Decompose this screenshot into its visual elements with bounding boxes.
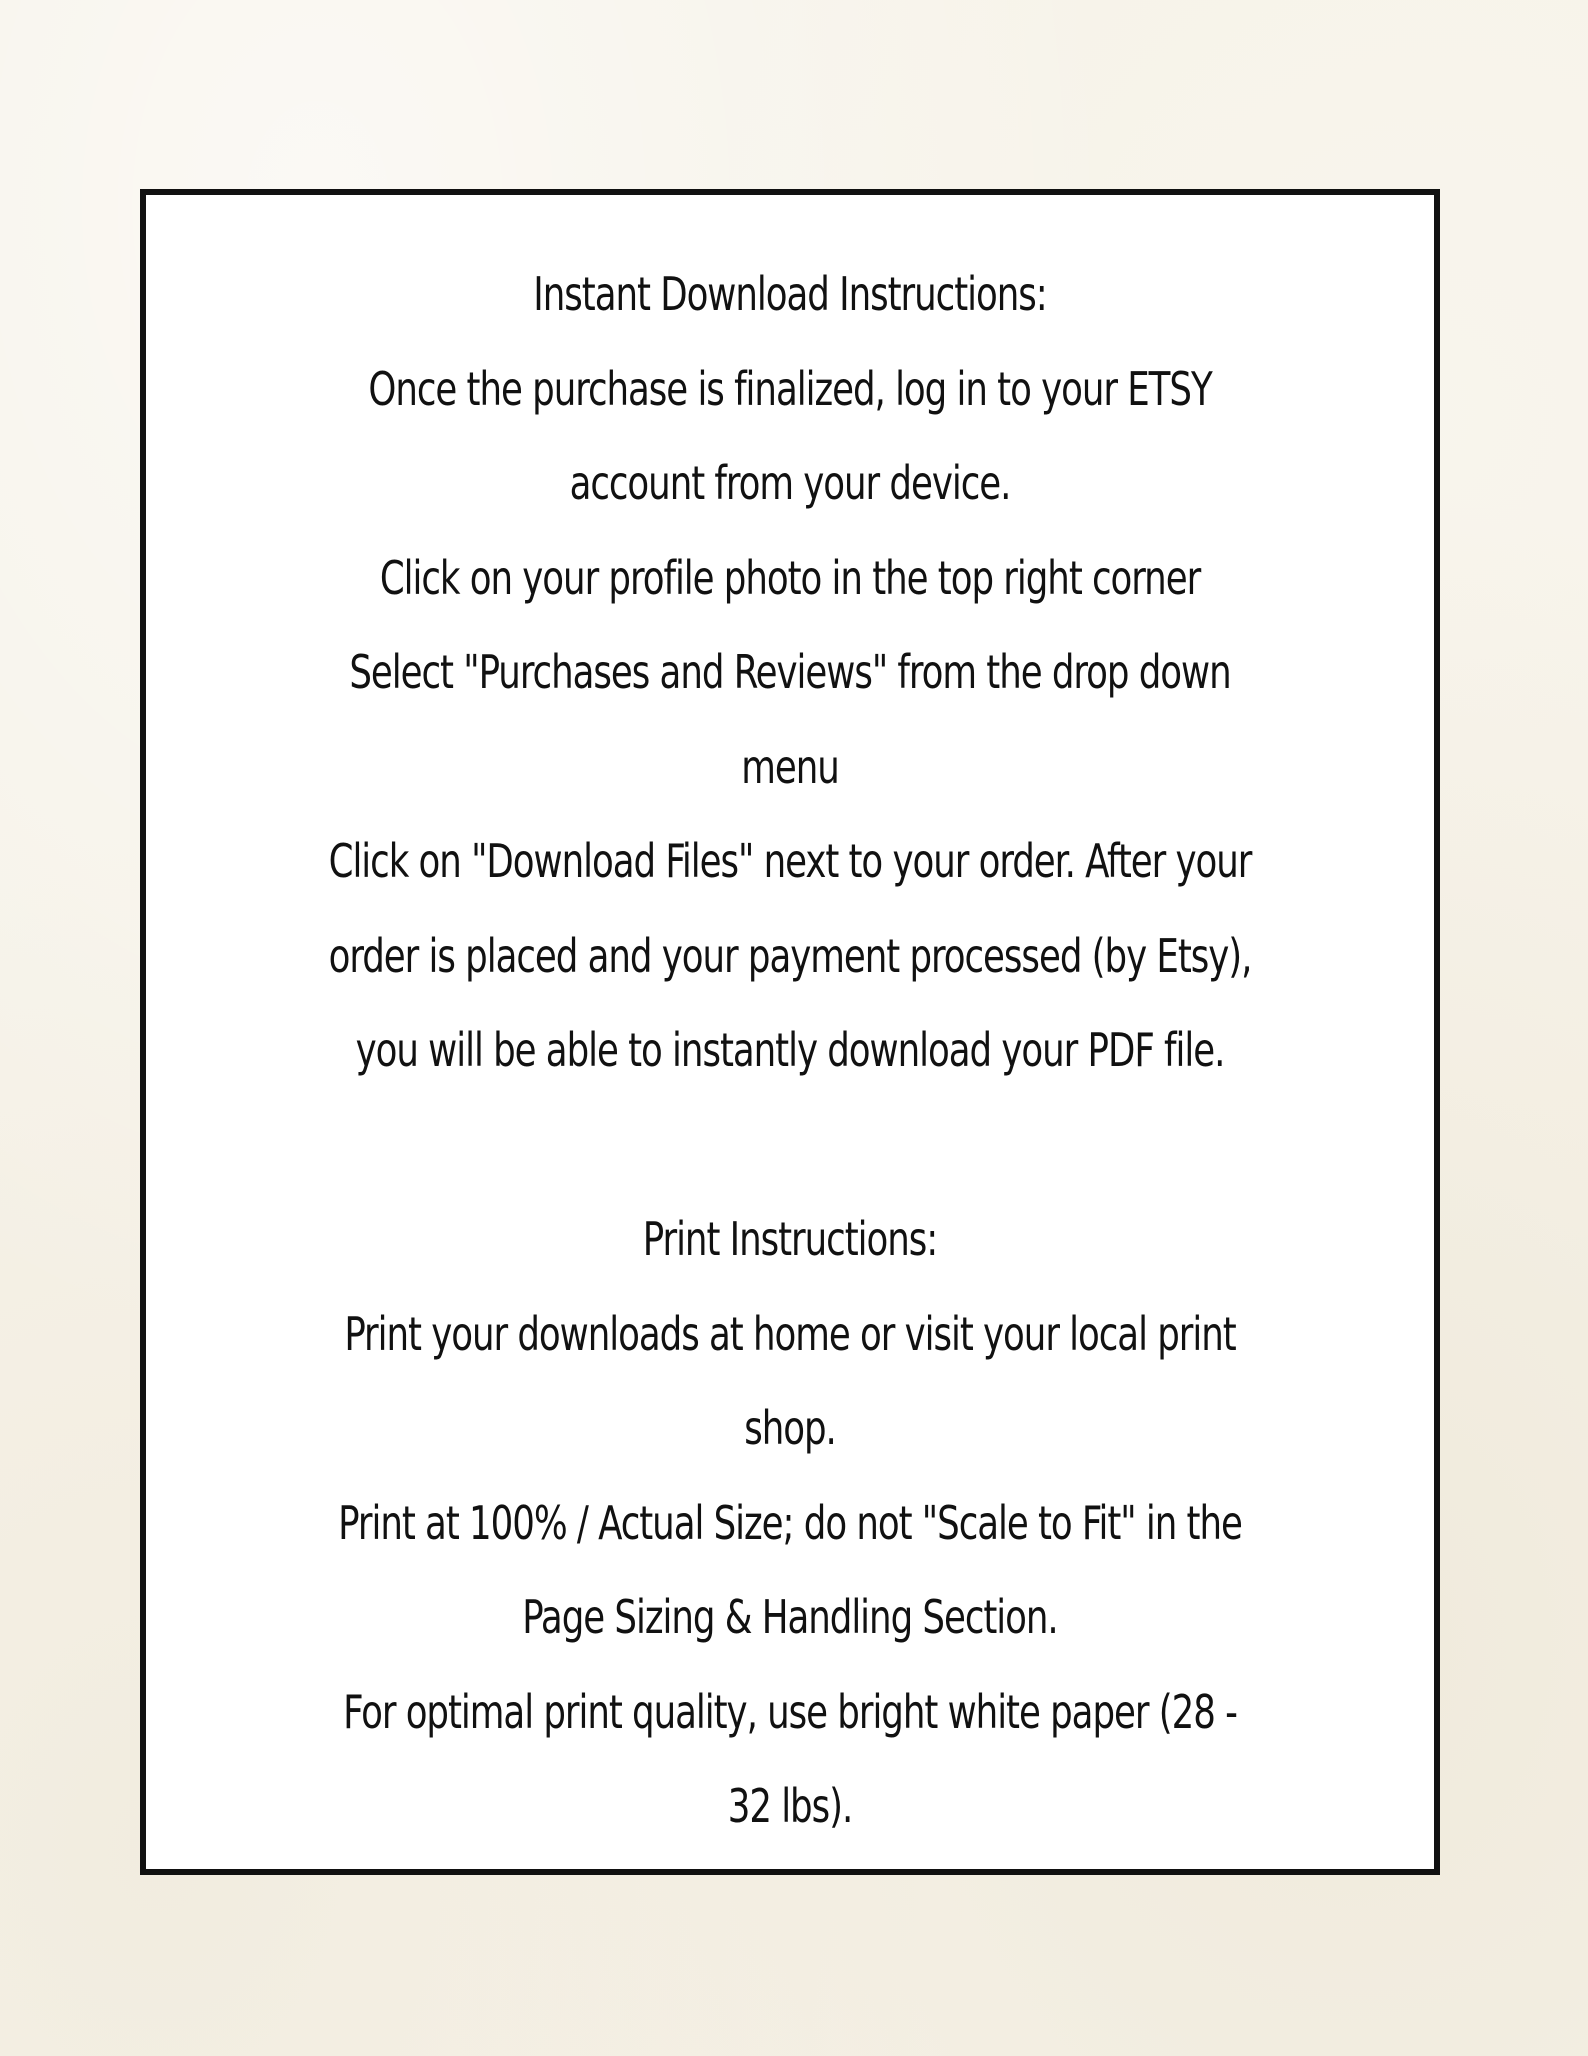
download-instructions-heading: Instant Download Instructions:	[533, 267, 1047, 321]
print-instruction-line: Page Sizing & Handling Section.	[522, 1590, 1058, 1644]
print-instruction-line: shop.	[744, 1401, 836, 1455]
download-instruction-line: Once the purchase is finalized, log in to your ETSY	[368, 361, 1212, 416]
print-instruction-line: Print your downloads at home or visit your local print	[344, 1306, 1236, 1361]
download-instruction-line: Click on "Download Files" next to your order. After your	[328, 834, 1252, 888]
print-instruction-line: 32 lbs).	[727, 1779, 853, 1833]
print-instruction-line: For optimal print quality, use bright white paper (28 -	[343, 1684, 1237, 1739]
download-instruction-line: you will be able to instantly download your PDF file.	[355, 1023, 1225, 1077]
print-instructions-heading: Print Instructions:	[642, 1212, 938, 1266]
print-instruction-line: Print at 100% / Actual Size; do not "Scale to Fit" in the	[338, 1495, 1242, 1550]
download-instruction-line: account from your device.	[569, 456, 1011, 510]
download-instruction-line: menu	[741, 739, 839, 794]
download-instruction-line: order is placed and your payment processed (by Etsy),	[328, 928, 1252, 983]
section-spacer	[236, 1098, 1344, 1193]
instructions-card	[140, 189, 1440, 1875]
download-instruction-line: Select "Purchases and Reviews" from the drop down	[349, 645, 1231, 699]
instructions-text	[236, 247, 1344, 1854]
download-instruction-line: Click on your profile photo in the top right corner	[379, 550, 1201, 605]
